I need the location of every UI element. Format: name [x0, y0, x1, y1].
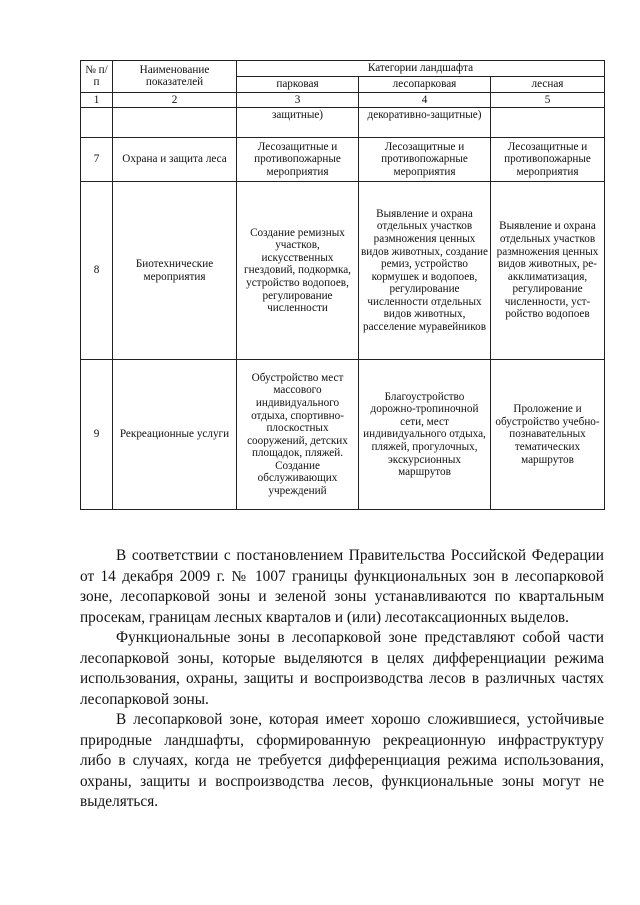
colnum-4: 4: [359, 92, 491, 108]
cell-forestpark: декоративно-защитные): [359, 108, 491, 138]
cell-forestpark: Благоустройство дорожно-тропиночной сети, мест индивидуального отдыха, пляжей, прогулочных, экскурсионных маршрутов: [359, 360, 491, 510]
cell-park: защитные): [237, 108, 359, 138]
paragraph: В соответствии с постановлением Правительства Российской Федерации от 14 декабря 2009 г. № 1007 границы функциональных зон в лесопарковой зоне, лесопарковой зоны и зеленой зоны устанавливаются по квартальным просекам, границам лесных кварталов и (или) лесотаксационных выделов.: [80, 547, 604, 626]
cell-forest: Лесозащитные и противопожарные мероприятия: [491, 138, 605, 182]
cell-empty: [113, 108, 237, 138]
colnum-5: 5: [491, 92, 605, 108]
header-park: парковая: [237, 77, 359, 93]
header-name: Наименование показателей: [113, 61, 237, 93]
cell-park: Лесозащитные и противопожарные мероприятия: [237, 138, 359, 182]
colnum-1: 1: [81, 92, 113, 108]
cell-forest: Выявление и охрана отдельных участков размножения ценных видов животных, ре-акклиматизация, регулирование численности, уст-ройство водопоев: [491, 182, 605, 360]
colnum-3: 3: [237, 92, 359, 108]
header-forest: лесная: [491, 77, 605, 93]
cell-empty: [491, 108, 605, 138]
header-categories: Категории ландшафта: [237, 61, 605, 77]
column-numbers-row: [81, 92, 605, 108]
cell-forestpark: Лесозащитные и противопожарные мероприятия: [359, 138, 491, 182]
cell-num: 7: [81, 138, 113, 182]
cell-empty: [81, 108, 113, 138]
cell-park: Создание ремизных участков, искусственных гнездовий, подкормка, устройство водопоев, регулирование численности: [237, 182, 359, 360]
cell-num: 9: [81, 360, 113, 510]
table-row: [81, 138, 605, 182]
header-num: № п/п: [81, 61, 113, 93]
paragraph: Функциональные зоны в лесопарковой зоне представляют собой части лесопарковой зоны, которые выделяются в целях дифференциации режима использования, охраны, защиты и воспроизводства лесов в различных частях лесопарковой зоны.: [80, 629, 604, 708]
cell-name: Охрана и защита леса: [113, 138, 237, 182]
table-row: [81, 182, 605, 360]
table-header-row: [81, 61, 605, 77]
table-row: [81, 360, 605, 510]
cell-name: Биотехнические мероприятия: [113, 182, 237, 360]
cell-park: Обустройство мест массового индивидуального отдыха, спортивно-плоскостных сооружений, детских площадок, пляжей. Создание обслуживающих учреждений: [237, 360, 359, 510]
table-row-continuation: [81, 108, 605, 138]
cell-forestpark: Выявление и охрана отдельных участков размножения ценных видов животных, создание ремиз, устройство кормушек и водопоев, регулирование численности отдельных видов животных, расселение муравейников: [359, 182, 491, 360]
body-text: [80, 546, 604, 813]
paragraph: В лесопарковой зоне, которая имеет хорошо сложившиеся, устойчивые природные ландшафты, сформированную рекреационную инфраструктуру либо в случаях, когда не требуется дифференциация режима использования, охраны, защиты и воспроизводства лесов, функциональные зоны могут не выделяться.: [80, 711, 604, 810]
header-forestpark: лесопарковая: [359, 77, 491, 93]
colnum-2: 2: [113, 92, 237, 108]
cell-forest: Проложение и обустройство учебно-познавательных тематических маршрутов: [491, 360, 605, 510]
cell-name: Рекреационные услуги: [113, 360, 237, 510]
landscape-categories-table: [80, 60, 605, 510]
cell-num: 8: [81, 182, 113, 360]
